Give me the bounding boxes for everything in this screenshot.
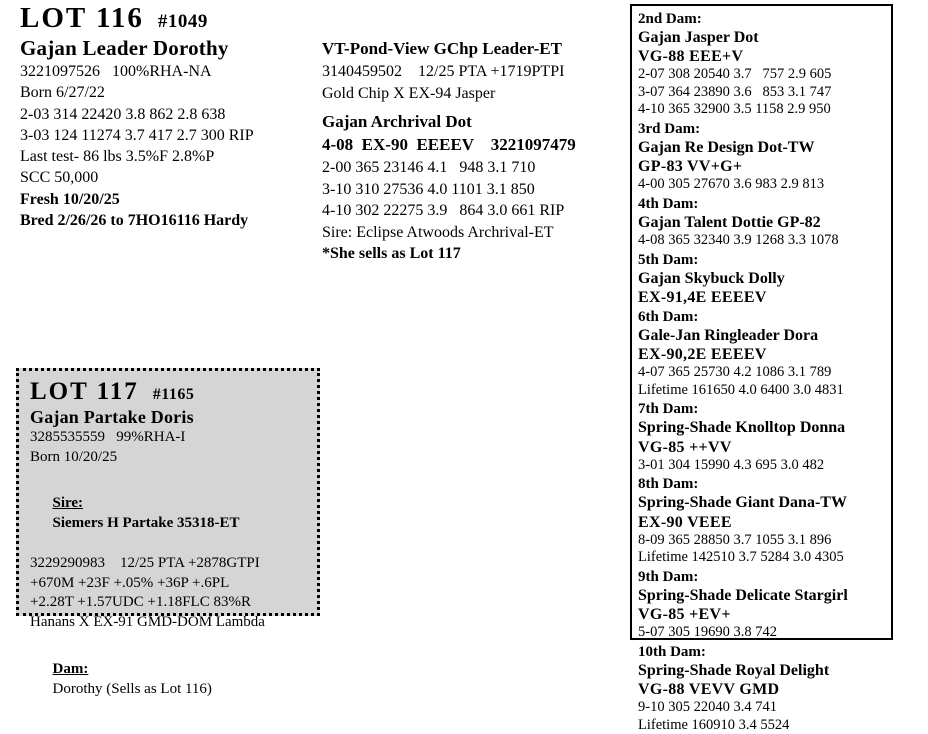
dam-generation-classification: EX-91,4E EEEEV [638,288,767,306]
dam-generation-record: 5-07 305 19690 3.8 742 [638,624,777,641]
pedigree-entry [638,195,886,250]
dam-generation-label: 10th Dam: [638,643,706,660]
dam-generation-classification: VG-85 ++VV [638,438,732,456]
dam-generation-record: 8-09 365 28850 3.7 1055 3.1 896 [638,531,832,548]
dam-record-1: 2-00 365 23146 4.1 948 3.1 710 [322,159,536,176]
lot-117-dam-label: Dam: [52,660,89,677]
pedigree-entry [638,568,886,642]
dam-classification: 4-08 EX-90 EEEEV 3221097479 [322,135,576,155]
lot-117-sire-proof-1: +670M +23F +.05% +36P +.6PL [30,574,230,591]
lot-117-sire-registration: 3229290983 12/25 PTA +2878GTPI [30,554,260,571]
dam-generation-name: Gale-Jan Ringleader Dora [638,326,819,344]
lot-116-registration: 3221097526 100%RHA-NA [20,63,212,80]
lot-116-entry [20,2,320,231]
pedigree-box [630,4,893,733]
dam-generation-label: 3rd Dam: [638,120,701,137]
spacer [322,104,612,111]
lot-117-sire-label: Sire: [52,495,84,512]
lot-116-record-2: 3-03 124 11274 3.7 417 2.7 300 RIP [20,126,254,144]
dam-generation-classification: EX-90 VEEE [638,513,732,531]
lot-116-record-1: 2-03 314 22420 3.8 862 2.8 638 [20,105,226,123]
pedigree-entry [638,251,886,307]
dam-generation-classification: VG-85 +EV+ [638,605,731,623]
dam-generation-label: 6th Dam: [638,308,699,325]
lot-117-label: LOT 117 [30,378,139,405]
pedigree-entry [638,400,886,474]
dam-generation-record: 4-00 305 27670 3.6 983 2.9 813 [638,176,825,193]
dam-generation-record: 2-07 308 20540 3.7 757 2.9 605 [638,66,832,83]
lot-117-birthdate: Born 10/20/25 [30,448,118,465]
dam-generation-classification: VG-88 VEVV GMD [638,680,780,698]
sire-pedigree: Gold Chip X EX-94 Jasper [322,84,496,102]
lot-116-scc: SCC 50,000 [20,169,99,187]
lot-116-last-test: Last test- 86 lbs 3.5%F 2.8%P [20,148,215,166]
dam-generation-record: Lifetime 142510 3.7 5284 3.0 4305 [638,549,844,566]
dam-generation-name: Spring-Shade Royal Delight [638,661,830,679]
lot-116-bred: Bred 2/26/26 to 7HO16116 Hardy [20,211,249,229]
dam-generation-record: 3-07 364 23890 3.6 853 3.1 747 [638,83,832,100]
lot-116-number: #1049 [157,11,208,32]
lot-116-header [20,2,320,35]
dam-generation-label: 4th Dam: [638,195,699,212]
dam-name: Gajan Archrival Dot [322,112,472,132]
dam-generation-label: 8th Dam: [638,476,699,493]
lot-117-registration: 3285535559 99%RHA-I [30,429,186,445]
dam-generation-label: 9th Dam: [638,568,699,585]
dam-generation-name: Gajan Jasper Dot [638,29,759,46]
dam-generation-name: Spring-Shade Knolltop Donna [638,419,846,437]
spacer [30,468,308,475]
lot-117-dam-row [30,640,308,719]
sire-name: VT-Pond-View GChp Leader-ET [322,39,562,58]
lot-116-birthdate: Born 6/27/22 [20,84,105,102]
lot-117-sire-name: Siemers H Partake 35318-ET [52,515,240,532]
dam-generation-name: Gajan Re Design Dot-TW [638,138,815,156]
dam-generation-name: Spring-Shade Delicate Stargirl [638,586,848,604]
sells-note: *She sells as Lot 117 [322,245,461,263]
dam-generation-name: Gajan Talent Dottie GP-82 [638,213,821,231]
lot-117-sire-proof-2: +2.28T +1.57UDC +1.18FLC 83%R [30,594,251,611]
dam-generation-record: 9-10 305 22040 3.4 741 [638,699,777,716]
dam-generation-record: Lifetime 161650 4.0 6400 3.0 4831 [638,381,844,398]
dam-generation-record: 4-08 365 32340 3.9 1268 3.3 1078 [638,232,839,249]
pedigree-entry [638,120,886,194]
dam-generation-record: 4-07 365 25730 4.2 1086 3.1 789 [638,364,832,381]
dam-record-2: 3-10 310 27536 4.0 1101 3.1 850 [322,180,535,198]
lot-117-dam-text: Dorothy (Sells as Lot 116) [52,680,212,697]
pedigree-entry [638,10,886,119]
lot-117-animal-name: Gajan Partake Doris [30,407,194,427]
dam-record-3: 4-10 302 22275 3.9 864 3.0 661 RIP [322,202,565,220]
dam-generation-record: 4-10 365 32900 3.5 1158 2.9 950 [638,101,831,118]
dam-generation-label: 5th Dam: [638,251,699,268]
spacer [30,633,308,640]
dam-generation-label: 7th Dam: [638,401,699,418]
lot-116-animal-name: Gajan Leader Dorothy [20,36,229,60]
dam-generation-classification: GP-83 VV+G+ [638,158,743,176]
sire-registration: 3140459502 12/25 PTA +1719PTPI [322,62,565,80]
sire-dam-column [322,38,612,265]
lot-117-sire-pedigree: Hanans X EX-91 GMD-DOM Lambda [30,614,265,631]
pedigree-entry [638,643,886,734]
lot-116-fresh: Fresh 10/20/25 [20,190,120,208]
dam-generation-label: 2nd Dam: [638,11,702,27]
dam-generation-record: 3-01 304 15990 4.3 695 3.0 482 [638,456,825,473]
dam-generation-classification: EX-90,2E EEEEV [638,346,767,364]
dam-generation-name: Gajan Skybuck Dolly [638,269,785,287]
lot-117-number: #1165 [152,386,195,403]
dam-generation-name: Spring-Shade Giant Dana-TW [638,494,847,512]
dam-generation-classification: VG-88 EEE+V [638,48,744,66]
dam-generation-record: Lifetime 160910 3.4 5524 [638,716,790,733]
lot-117-entry [16,368,320,697]
lot-117-sire-row [30,475,308,554]
pedigree-entry [638,308,886,399]
pedigree-entry [638,475,886,566]
lot-117-header [30,378,308,406]
lot-116-label: LOT 116 [20,2,144,34]
dam-sire: Sire: Eclipse Atwoods Archrival-ET [322,223,554,241]
